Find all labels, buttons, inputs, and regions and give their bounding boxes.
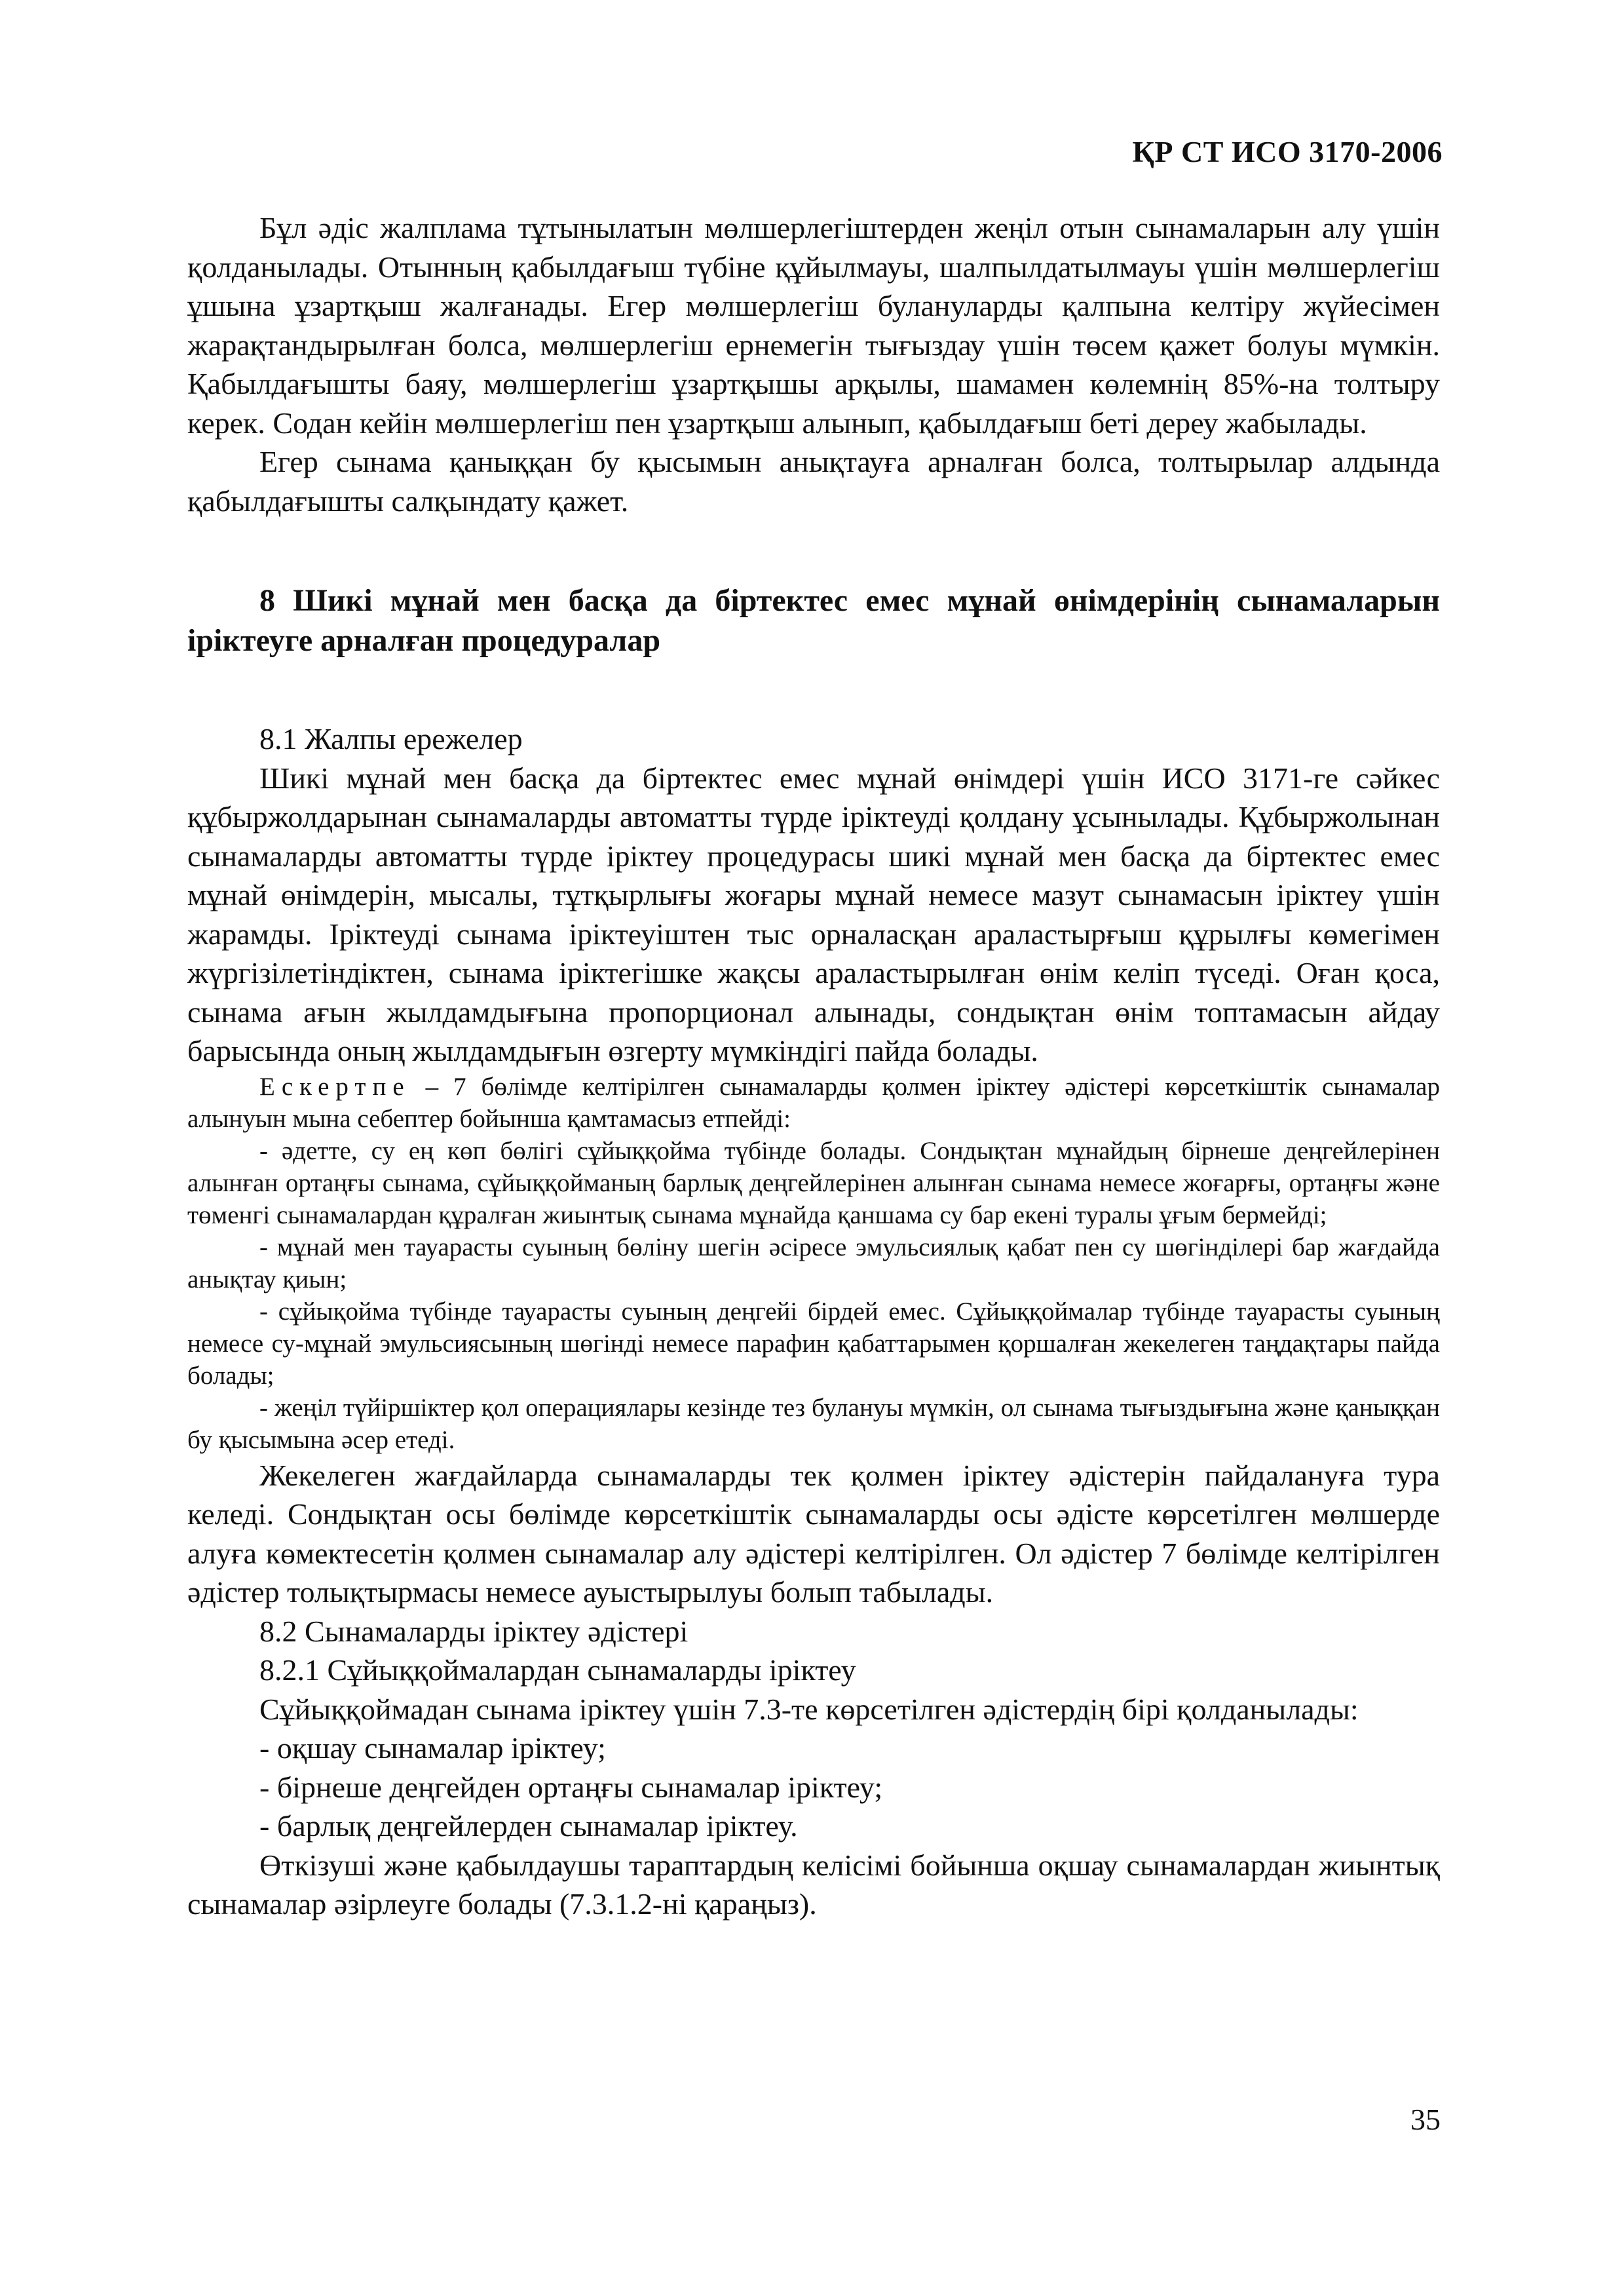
paragraph-tank-sampling: Сұйыққоймадан сынама іріктеу үшін 7.3-те көрсетілген әдістердің бірі қолданылады: [259, 1692, 1359, 1726]
paragraph-fuel-sampling: Бұл әдіс жалплама тұтынылатын мөлшерлегіштерден жеңіл отын сынамаларын алу үшін қолданылады. Отынның қабылдағыш түбіне құйылмауы, шалпылдатылмауы үшін мөлшерлегіш ұшына ұзартқыш жалғанады. Егер мөлшерлегіш булануларды қалпына келтіру жүйесімен жарақтандырылған болса, мөлшерлегіш ернемегін тығыздау үшін төсем қажет болуы мүмкін. Қабылдағышты баяу, мөлшерлегіш ұзартқышы арқылы, шамамен көлемнің 85%-на толтыру керек. Содан кейін мөлшерлегіш пен ұзартқыш алынып, қабылдағыш беті дереу жабылады. [187, 211, 1440, 440]
list-item-spot-samples: - оқшау сынамалар іріктеу; [259, 1731, 606, 1765]
note-item-4: - жеңіл түйіршіктер қол операциялары кезінде тез булануы мүмкін, ол сынама тығыздығына және қаныққан бу қысымына әсер етеді. [187, 1393, 1440, 1454]
list-item-multilevel-samples: - бірнеше деңгейден ортаңғы сынамалар іріктеу; [259, 1770, 883, 1804]
subsection-8-2-1: 8.2.1 Сұйыққоймалардан сынамаларды іріктеу [259, 1653, 856, 1687]
paragraph-manual-methods: Жекелеген жағдайларда сынамаларды тек қолмен іріктеу әдістерін пайдалануға тура келеді. Сондықтан осы бөлімде көрсеткіштік сынамаларды осы әдісте көрсетілген мөлшерде алуға көмектесетін қолмен сынамалар алу әдістері келтірілген. Ол әдістер 7 бөлімде келтірілген әдістер толықтырмасы немесе ауыстырылуы болып табылады. [187, 1458, 1440, 1609]
page-number: 35 [1410, 2103, 1441, 2136]
paragraph-composite-samples: Өткізуші және қабылдаушы тараптардың келісімі бойынша оқшау сынамалардан жиынтық сынамалар әзірлеуге болады (7.3.1.2-ні қараңыз). [187, 1848, 1440, 1921]
document-body [187, 208, 1440, 1924]
note-item-3: - сұйықойма түбінде тауарасты суының деңгейі бірдей емес. Сұйыққоймалар түбінде тауарасты суының немесе су-мұнай эмульсиясының шөгінді немесе парафин қабаттарымен қоршалған жекелеген таңдақтары пайда болады; [187, 1297, 1440, 1390]
note-block [187, 1071, 1440, 1135]
paragraph-general-rules: Шикі мұнай мен басқа да біртектес емес мұнай өнімдері үшін ИСО 3171-ге сәйкес құбыржолдарынан сынамаларды автоматты түрде іріктеуді қолдану ұсынылады. Құбыржолынан сынамаларды автоматты түрде іріктеу процедурасы шикі мұнай мен басқа да біртектес емес мұнай өнімдерін, мысалы, тұтқырлығы жоғары мұнай немесе мазут сынамасын іріктеу үшін жарамды. Іріктеуді сынама іріктеуіштен тыс орналасқан араластырғыш құрылғы көмегімен жүргізілетіндіктен, сынама іріктегішке жақсы араластырылған өнім келіп түседі. Оған қоса, сынама ағын жылдамдығына пропорционал алынады, сондықтан өнім топтамасын айдау барысында оның жылдамдығын өзгерту мүмкіндігі пайда болады. [187, 761, 1440, 1067]
note-label: Ескертпе [259, 1072, 411, 1101]
note-item-2: - мұнай мен тауарасты суының бөліну шегін әсіресе эмульсиялық қабат пен су шөгінділері бар жағдайда анықтау қиын; [187, 1233, 1440, 1293]
paragraph-cooling: Егер сынама қаныққан бу қысымын анықтауға арналған болса, толтырылар алдында қабылдағышты салқындату қажет. [187, 445, 1440, 518]
section-heading-8: 8 Шикі мұнай мен басқа да біртектес емес мұнай өнімдерінің сынамаларын іріктеуге арналған процедуралар [187, 583, 1440, 658]
subsection-8-2: 8.2 Сынамаларды іріктеу әдістері [259, 1614, 689, 1648]
note-item-1: - әдетте, су ең көп бөлігі сұйыққойма түбінде болады. Сондықтан мұнайдың бірнеше деңгейлерінен алынған ортаңғы сынама, сұйыққойманың барлық деңгейлерінен алынған сынама немесе жоғарғы, ортаңғы және төменгі сынамалардан құралған жиынтық сынама мұнайда қаншама су бар екені туралы ұғым бермейді; [187, 1136, 1440, 1229]
subsection-8-1: 8.1 Жалпы ережелер [259, 722, 523, 756]
list-item-all-level-samples: - барлық деңгейлерден сынамалар іріктеу. [259, 1809, 798, 1843]
document-header-title: ҚР СТ ИСО 3170-2006 [1132, 135, 1443, 168]
note-text: – 7 бөлімде келтірілген сынамаларды қолмен іріктеу әдістері көрсеткіштік сынамалар алынуын мына себептер бойынша қамтамасыз етпейді: [187, 1072, 1440, 1133]
